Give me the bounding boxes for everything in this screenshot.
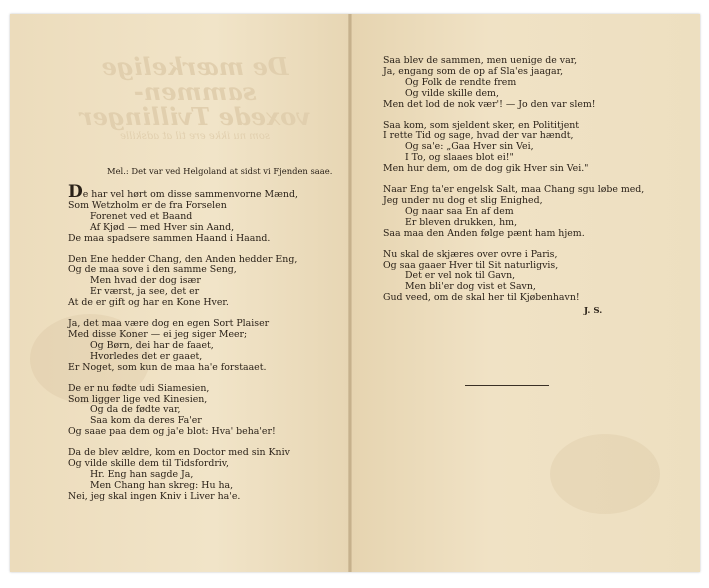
poem-line: At de er gift og har en Kone Hver. — [68, 297, 229, 309]
poem-line: Og de maa sove i den samme Seng, — [68, 264, 237, 276]
poem-line: I rette Tid og sage, hvad der var hændt, — [383, 130, 574, 142]
poem-line: Ja, det maa være dog en egen Sort Plaiser — [68, 318, 270, 330]
poem-line: Men hur dem, om de dog gik Hver sin Vei." — [383, 163, 589, 175]
stanza — [68, 448, 298, 503]
poem-line: Er Noget, som kun de maa ha'e forstaaet. — [68, 361, 267, 373]
poem-line: I To, og slaaes blot ei!" — [405, 152, 514, 164]
poem-line: Jeg under nu dog et slig Enighed, — [383, 194, 543, 206]
ghost-subtitle: som nu ikke ere til at adskille — [120, 130, 270, 142]
poem-line: Og Folk de rendte frem — [405, 76, 517, 88]
poem-line: Naar Eng ta'er engelsk Salt, maa Chang sgu løbe med, — [383, 184, 645, 196]
poem-line: Og da de fødte var, — [90, 404, 181, 416]
poem-line: Og naar saa En af dem — [405, 205, 514, 217]
poem-line: Med disse Koner — ei jeg siger Meer; — [68, 328, 248, 340]
poem-line: Er værst, ja see, det er — [90, 286, 200, 298]
poem-line — [68, 182, 298, 202]
poem-line: Den Ene hedder Chang, den Anden hedder Eng, — [68, 253, 298, 265]
poem-line: Hvorledes det er gaaet, — [90, 350, 203, 362]
stanza — [68, 182, 298, 245]
poem-line: Og Børn, dei har de faaet, — [90, 339, 214, 351]
paper-stain — [550, 434, 660, 514]
poem-line: Som Wetzholm er de fra Forselen — [68, 199, 227, 211]
poem-line: Og saae paa dem og ja'e blot: Hva' beha'er! — [68, 426, 276, 438]
poem-line: Hr. Eng han sagde Ja, — [90, 468, 194, 480]
author-signature: J. S. — [584, 306, 603, 316]
poem-line: Af Kjød — med Hver sin Aand, — [90, 221, 235, 233]
poem-line: Men Chang han skreg: Hu ha, — [90, 479, 234, 491]
poem-line: Men det lod de nok vær'! — Jo den var slem! — [383, 98, 596, 110]
right-poem — [383, 56, 644, 314]
bleed-through-title — [50, 54, 340, 142]
drop-cap: D — [68, 182, 83, 202]
poem-line: Men hvad der dog især — [90, 275, 201, 287]
ghost-title-line-2: voxede Tvillinger — [79, 102, 311, 132]
poem-line: Forenet ved et Baand — [90, 210, 193, 222]
poem-line: De er nu fødte udi Siamesien, — [68, 382, 210, 394]
poem-line: Er bleven drukken, hm, — [405, 216, 518, 228]
poem-line: Gud veed, om de skal her til Kjøbenhavn! — [383, 292, 580, 304]
stanza — [383, 121, 644, 176]
poem-line: Og vilde skille dem til Tidsfordriv, — [68, 458, 229, 470]
poem-line: De maa spadsere sammen Haand i Haand. — [68, 232, 271, 244]
poem-line: Og saa gaaer Hver til Sit naturligvis, — [383, 259, 559, 271]
poem-line: Og sa'e: „Gaa Hver sin Vei, — [405, 141, 534, 153]
stanza — [68, 255, 298, 310]
stanza — [68, 384, 298, 439]
poem-line: Men bli'er dog vist et Savn, — [405, 281, 536, 293]
closing-rule — [465, 385, 549, 386]
poem-line: Saa maa den Anden følge pænt ham hjem. — [383, 227, 585, 239]
poem-line: Saa kom da deres Fa'er — [90, 415, 202, 427]
melody-line: Mel.: Det var ved Helgoland at sidst vi Fjenden saae. — [107, 166, 333, 176]
stanza — [383, 185, 644, 240]
poem-line: Og vilde skille dem, — [405, 87, 499, 99]
stanza — [383, 56, 644, 111]
poem-line: Da de blev ældre, kom en Doctor med sin Kniv — [68, 447, 290, 459]
poem-line: Det er vel nok til Gavn, — [405, 270, 516, 282]
poem-line: Som ligger lige ved Kinesien, — [68, 393, 208, 405]
ghost-title-line-1: De mærkelige sammen- — [101, 52, 289, 107]
stanza — [68, 319, 298, 374]
poem-line-rest: e har vel hørt om disse sammenvorne Mænd, — [82, 189, 298, 200]
page-fold — [348, 14, 352, 572]
left-poem — [68, 182, 298, 513]
stanza — [383, 250, 644, 305]
poem-line: Nu skal de skjæres over ovre i Paris, — [383, 248, 558, 260]
poem-line: Saa blev de sammen, men uenige de var, — [383, 55, 578, 66]
poem-line: Nei, jeg skal ingen Kniv i Liver ha'e. — [68, 490, 241, 502]
poem-line: Ja, engang som de op af Sla'es jaagar, — [383, 65, 564, 77]
poem-line: Saa kom, som sjeldent sker, en Polititjent — [383, 119, 580, 131]
